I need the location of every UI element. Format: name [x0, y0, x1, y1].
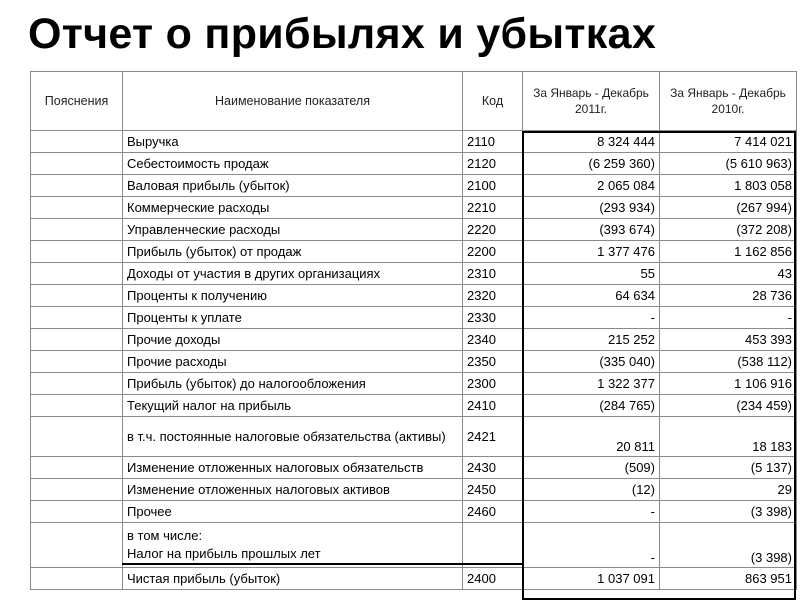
- table-row: [31, 197, 797, 219]
- indicator-name: Чистая прибыль (убыток): [123, 568, 463, 590]
- value-2011: -: [523, 307, 660, 329]
- table-row: [31, 523, 797, 568]
- header-notes: Пояснения: [31, 72, 123, 131]
- notes-cell: [31, 479, 123, 501]
- indicator-name: Себестоимость продаж: [123, 153, 463, 175]
- indicator-code: 2120: [463, 153, 523, 175]
- indicator-code: 2400: [463, 568, 523, 590]
- value-2011: 55: [523, 263, 660, 285]
- value-2010: (267 994): [660, 197, 797, 219]
- table-row: [31, 175, 797, 197]
- value-2011: (293 934): [523, 197, 660, 219]
- notes-cell: [31, 417, 123, 457]
- header-indicator-name: Наименование показателя: [123, 72, 463, 131]
- indicator-name: Изменение отложенных налоговых активов: [123, 479, 463, 501]
- table-row: [31, 329, 797, 351]
- value-2011: (284 765): [523, 395, 660, 417]
- notes-cell: [31, 197, 123, 219]
- value-2011: 20 811: [523, 417, 660, 457]
- table-row: [31, 131, 797, 153]
- indicator-code: 2350: [463, 351, 523, 373]
- notes-cell: [31, 568, 123, 590]
- value-2010: 453 393: [660, 329, 797, 351]
- indicator-code: 2210: [463, 197, 523, 219]
- table-row: [31, 568, 797, 590]
- value-2010: 29: [660, 479, 797, 501]
- table-row: [31, 479, 797, 501]
- table-row: [31, 351, 797, 373]
- value-2010: (5 610 963): [660, 153, 797, 175]
- indicator-code: 2460: [463, 501, 523, 523]
- indicator-name: Валовая прибыль (убыток): [123, 175, 463, 197]
- value-2010: (3 398): [660, 523, 797, 568]
- indicator-code: 2340: [463, 329, 523, 351]
- table-row: [31, 307, 797, 329]
- value-2011: 1 037 091: [523, 568, 660, 590]
- indicator-subheading: в том числе:: [127, 528, 203, 543]
- indicator-name: [123, 523, 463, 568]
- indicator-code: [463, 523, 523, 568]
- header-period-2011: За Январь - Декабрь 2011г.: [523, 72, 660, 131]
- value-2010: 863 951: [660, 568, 797, 590]
- notes-cell: [31, 131, 123, 153]
- indicator-code: 2200: [463, 241, 523, 263]
- notes-cell: [31, 501, 123, 523]
- notes-cell: [31, 241, 123, 263]
- indicator-code: 2330: [463, 307, 523, 329]
- indicator-name: Доходы от участия в других организациях: [123, 263, 463, 285]
- value-2011: 1 377 476: [523, 241, 660, 263]
- table-row: [31, 457, 797, 479]
- value-2011: (6 259 360): [523, 153, 660, 175]
- value-2011: 1 322 377: [523, 373, 660, 395]
- table-row: [31, 219, 797, 241]
- indicator-code: 2430: [463, 457, 523, 479]
- indicator-code: 2320: [463, 285, 523, 307]
- indicator-code: 2450: [463, 479, 523, 501]
- notes-cell: [31, 153, 123, 175]
- value-2010: 1 106 916: [660, 373, 797, 395]
- table-row: [31, 153, 797, 175]
- notes-cell: [31, 263, 123, 285]
- value-2011: (393 674): [523, 219, 660, 241]
- notes-cell: [31, 373, 123, 395]
- value-2010: 1 162 856: [660, 241, 797, 263]
- indicator-name: Прибыль (убыток) до налогообложения: [123, 373, 463, 395]
- value-2011: (12): [523, 479, 660, 501]
- indicator-name: Изменение отложенных налоговых обязательств: [123, 457, 463, 479]
- indicator-code: 2220: [463, 219, 523, 241]
- value-2010: (372 208): [660, 219, 797, 241]
- indicator-code: 2100: [463, 175, 523, 197]
- notes-cell: [31, 175, 123, 197]
- indicator-name: Выручка: [123, 131, 463, 153]
- value-2010: 1 803 058: [660, 175, 797, 197]
- indicator-code: 2310: [463, 263, 523, 285]
- value-2010: 18 183: [660, 417, 797, 457]
- indicator-name: Прочие расходы: [123, 351, 463, 373]
- indicator-name: Прибыль (убыток) от продаж: [123, 241, 463, 263]
- table-row: [31, 373, 797, 395]
- header-code: Код: [463, 72, 523, 131]
- notes-cell: [31, 219, 123, 241]
- table-row: [31, 417, 797, 457]
- value-2010: 7 414 021: [660, 131, 797, 153]
- value-2011: -: [523, 523, 660, 568]
- page-title: Отчет о прибылях и убытках: [28, 10, 657, 58]
- value-2010: (3 398): [660, 501, 797, 523]
- table-row: [31, 501, 797, 523]
- indicator-name: Управленческие расходы: [123, 219, 463, 241]
- value-2010: (234 459): [660, 395, 797, 417]
- indicator-name: Проценты к получению: [123, 285, 463, 307]
- table-row: [31, 241, 797, 263]
- notes-cell: [31, 307, 123, 329]
- notes-cell: [31, 523, 123, 568]
- value-2011: 64 634: [523, 285, 660, 307]
- header-period-2010: За Январь - Декабрь 2010г.: [660, 72, 797, 131]
- table-row: [31, 285, 797, 307]
- value-2011: 215 252: [523, 329, 660, 351]
- indicator-name: Текущий налог на прибыль: [123, 395, 463, 417]
- indicator-code: 2300: [463, 373, 523, 395]
- table-row: [31, 263, 797, 285]
- value-2010: 28 736: [660, 285, 797, 307]
- indicator-name: Коммерческие расходы: [123, 197, 463, 219]
- notes-cell: [31, 329, 123, 351]
- value-2011: 8 324 444: [523, 131, 660, 153]
- notes-cell: [31, 351, 123, 373]
- indicator-code: 2110: [463, 131, 523, 153]
- value-2010: -: [660, 307, 797, 329]
- notes-cell: [31, 457, 123, 479]
- notes-cell: [31, 285, 123, 307]
- value-2010: (5 137): [660, 457, 797, 479]
- value-2011: -: [523, 501, 660, 523]
- indicator-name: Прочие доходы: [123, 329, 463, 351]
- indicator-code: 2421: [463, 417, 523, 457]
- table-row: [31, 395, 797, 417]
- value-2010: (538 112): [660, 351, 797, 373]
- table-header-row: [31, 72, 797, 131]
- indicator-subitem: Налог на прибыль прошлых лет: [127, 546, 321, 561]
- value-2011: (335 040): [523, 351, 660, 373]
- indicator-name: в т.ч. постоянные налоговые обязательства (активы): [123, 417, 463, 457]
- value-2011: (509): [523, 457, 660, 479]
- notes-cell: [31, 395, 123, 417]
- indicator-code: 2410: [463, 395, 523, 417]
- indicator-name: Проценты к уплате: [123, 307, 463, 329]
- value-2011: 2 065 084: [523, 175, 660, 197]
- income-statement-sheet: [30, 71, 796, 600]
- indicator-name: Прочее: [123, 501, 463, 523]
- income-statement-table: [30, 71, 797, 590]
- value-2010: 43: [660, 263, 797, 285]
